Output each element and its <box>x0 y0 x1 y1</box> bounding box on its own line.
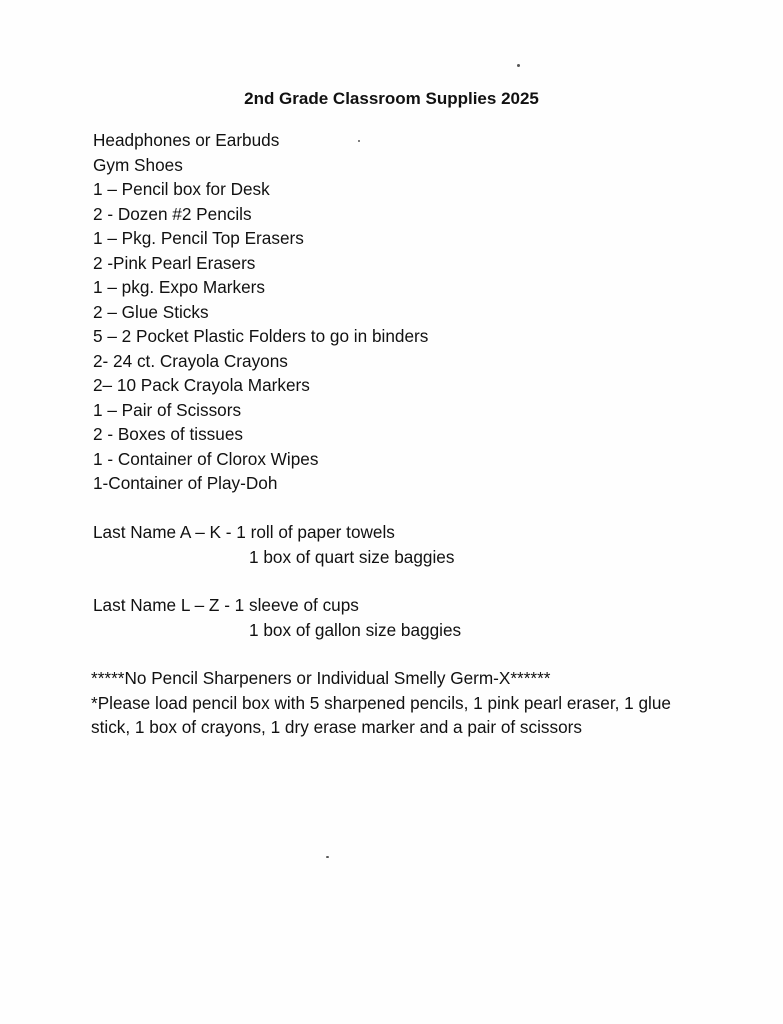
list-item: 2- 24 ct. Crayola Crayons <box>93 350 288 371</box>
instructions-note: *Please load pencil box with 5 sharpened pencils, 1 pink pearl eraser, 1 glue stick, 1 box of crayons, 1 dry erase marker and a pair of scissors <box>91 692 671 737</box>
group-line-indented: 1 box of gallon size baggies <box>249 619 462 640</box>
list-item: 2 -Pink Pearl Erasers <box>93 252 256 273</box>
list-item: 2 - Boxes of tissues <box>93 424 243 444</box>
last-name-l-z-group <box>93 593 461 642</box>
list-item: 1 – Pair of Scissors <box>93 399 242 420</box>
list-item: 1 – pkg. Expo Markers <box>93 277 265 297</box>
list-item: Gym Shoes <box>93 154 183 175</box>
scan-speck <box>326 856 329 858</box>
list-item: 1 - Container of Clorox Wipes <box>93 448 319 469</box>
group-line: Last Name L – Z - 1 sleeve of cups <box>93 595 359 615</box>
list-item: Headphones or Earbuds <box>93 130 280 150</box>
notes-section <box>91 666 691 740</box>
list-item: 2 – Glue Sticks <box>93 301 209 322</box>
list-item: 1-Container of Play-Doh <box>93 473 278 493</box>
supplies-list <box>93 128 693 496</box>
group-line: Last Name A – K - 1 roll of paper towels <box>93 522 395 542</box>
list-item: 1 – Pencil box for Desk <box>93 179 270 199</box>
list-item: 5 – 2 Pocket Plastic Folders to go in binders <box>93 326 429 346</box>
last-name-a-k-group <box>93 520 454 569</box>
supplies-section <box>93 128 693 496</box>
list-item: 2 - Dozen #2 Pencils <box>93 203 252 224</box>
warning-note: *****No Pencil Sharpeners or Individual Smelly Germ-X****** <box>91 668 551 688</box>
document-title: 2nd Grade Classroom Supplies 2025 <box>244 89 539 108</box>
group-line-indented: 1 box of quart size baggies <box>249 546 455 567</box>
scan-speck <box>517 64 520 67</box>
list-item: 2– 10 Pack Crayola Markers <box>93 375 310 395</box>
list-item: 1 – Pkg. Pencil Top Erasers <box>93 228 304 248</box>
